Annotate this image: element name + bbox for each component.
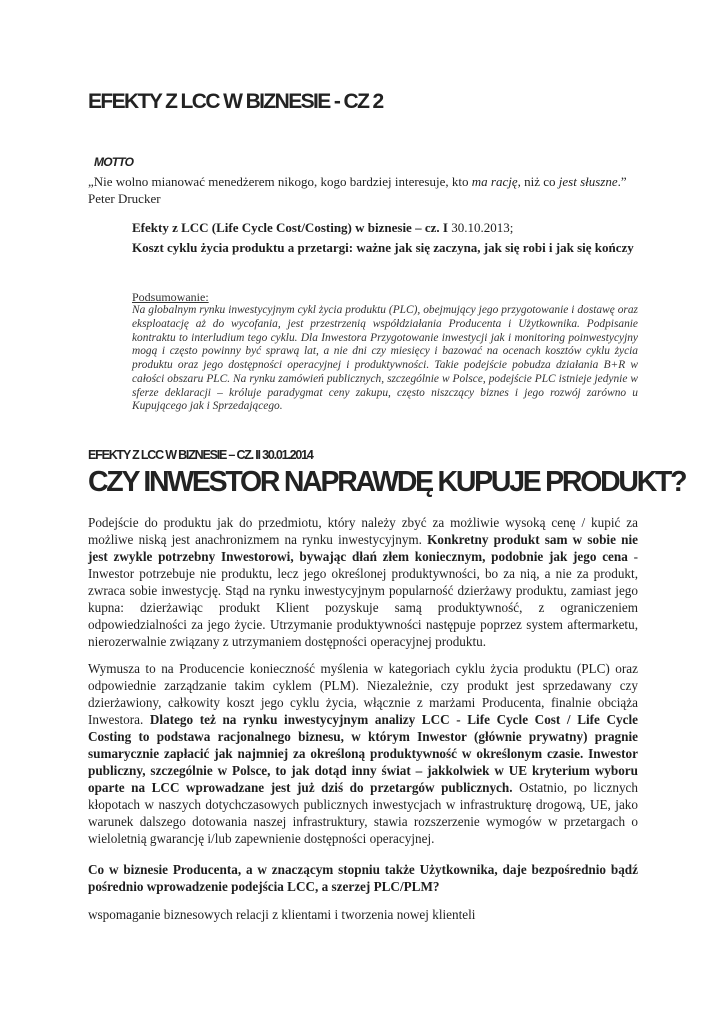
motto-author: Peter Drucker [88,191,161,206]
body-paragraph-4: wspomaganie biznesowych relacji z klientami i tworzenia nowej klienteli [88,907,476,922]
reference-part1 [132,220,638,237]
reference-subtitle: Koszt cyklu życia produktu a przetargi: ważne jak się zaczyna, jak się robi i jak się kończy [132,240,634,255]
quote-text: .” [617,174,627,189]
paragraph-bold: Dlatego też na rynku inwestycyjnym analizy LCC - Life Cycle Cost / Life Cycle Costing to podstawa racjonalnego biznesu, w którym Inwestor (głównie prywatny) pragnie sumarycznie zapłacić jak najmniej za określoną produktywność w określonym czasie. Inwestor publiczny, szczególnie w Polsce, to jak dotąd inny świat – jakkolwiek w UE kryterium wyboru oparte na LCC wprowadzane jest już dziś do przetargów publicznych. [88,712,638,796]
quote-italic: ma rację [471,174,518,189]
paragraph-text: - Inwestor potrzebuje nie produktu, lecz jego określonej produktywności, bo za nią, a nie za produkt, zwraca sobie inwestycję. Stąd na rynku inwestycyjnym popularność dzierżawy produktu, zamiast jego kupna: dzierżawiąc produkt Klient pozyskuje samą produktywność, z ograniczeniem odpowiedzialności za jego życie. Utrzymanie produktywności następuje poprzez system aftermarketu, nierozerwalnie związany z utrzymaniem dostępności operacyjnej produktu. [88,549,638,650]
quote-text: „Nie wolno mianować menedżerem nikogo, kogo bardziej interesuje, kto [88,174,472,189]
paragraph-bold: Konkretny produkt sam w sobie nie jest zwykle potrzebny Inwestorowi, bywając dłań złem koniecznym, podobnie jak jego cena [88,532,638,565]
reference-title: Efekty z LCC (Life Cycle Cost/Costing) w biznesie – cz. I [132,220,448,235]
article-kicker: EFEKTY Z LCC W BIZNESIE – CZ. II 30.01.2014 [88,448,313,462]
body-question-paragraph: Co w biznesie Producenta, a w znaczącym stopniu także Użytkownika, daje bezpośrednio bądź pośrednio wprowadzenie podejścia LCC, a szerzej PLC/PLM? [88,862,638,895]
motto-label: MOTTO [94,155,134,169]
paragraph-text: Wymusza to na Producencie konieczność myślenia w kategoriach cyklu życia produktu (PLC) oraz odpowiednie zarządzanie takim cyklem (PLM). Niezależnie, czy produkt jest sprzedawany czy dzierżawiony, całkowity koszt jego cyklu życia, włącznie z marżami Producenta, finalnie obciąża Inwestora. [88,661,638,728]
summary-text: Na globalnym rynku inwestycyjnym cykl życia produktu (PLC), obejmujący jego przygotowanie i dostawę oraz eksploatację aż do wycofania, jest przestrzenią współdziałania Producenta i Użytkownika. Podpisanie kontraktu to interludium tego cyklu. Dla Inwestora Przygotowanie inwestycji jak i monitoring poinwestycyjny mogą i często powinny być sprawą lat, a nie dni czy miesięcy i bazować na ocenach kosztów cyklu życia produktu oraz jego dostępności operacyjnej i produktywności. Takie podejście pobudza działania B+R w całości obszaru PLC. Na rynku zamówień publicznych, szczególnie w Polsce, podejście PLC istnieje jedynie w sferze deklaracji – króluje paradygmat ceny zakupu, często niszczący biznes i jego rozwój zarówno u Kupującego jak i Sprzedającego. [132,304,638,413]
quote-italic: jest słuszne [558,174,618,189]
summary-label: Podsumowanie: [132,290,209,304]
paragraph-text: Ostatnio, po licznych kłopotach w naszych dotychczasowych publicznych inwestycjach w infrastrukturę drogową, UE, jako warunek dalszego dotowania naszej infrastruktury, stawia rozszerzenie wymogów w przetargach o wieloletnią gwarancję i/lub zapewnienie dostępności operacyjnej. [88,780,639,847]
motto-quote [88,174,648,190]
article-headline: CZY INWESTOR NAPRAWDĘ KUPUJE PRODUKT? [88,466,686,498]
quote-text: , niż co [517,174,559,189]
body-paragraph-1 [88,514,638,650]
article-title-part2: EFEKTY Z LCC W BIZNESIE - CZ 2 [88,90,383,113]
paragraph-text: Podejście do produktu jak do przedmiotu, który należy zbyć za możliwie wysoką cenę / kupić za możliwe niską jest anachronizmem na rynku inwestycyjnym. [88,515,638,548]
reference-date: 30.10.2013; [447,220,514,235]
body-paragraph-2 [88,660,638,848]
